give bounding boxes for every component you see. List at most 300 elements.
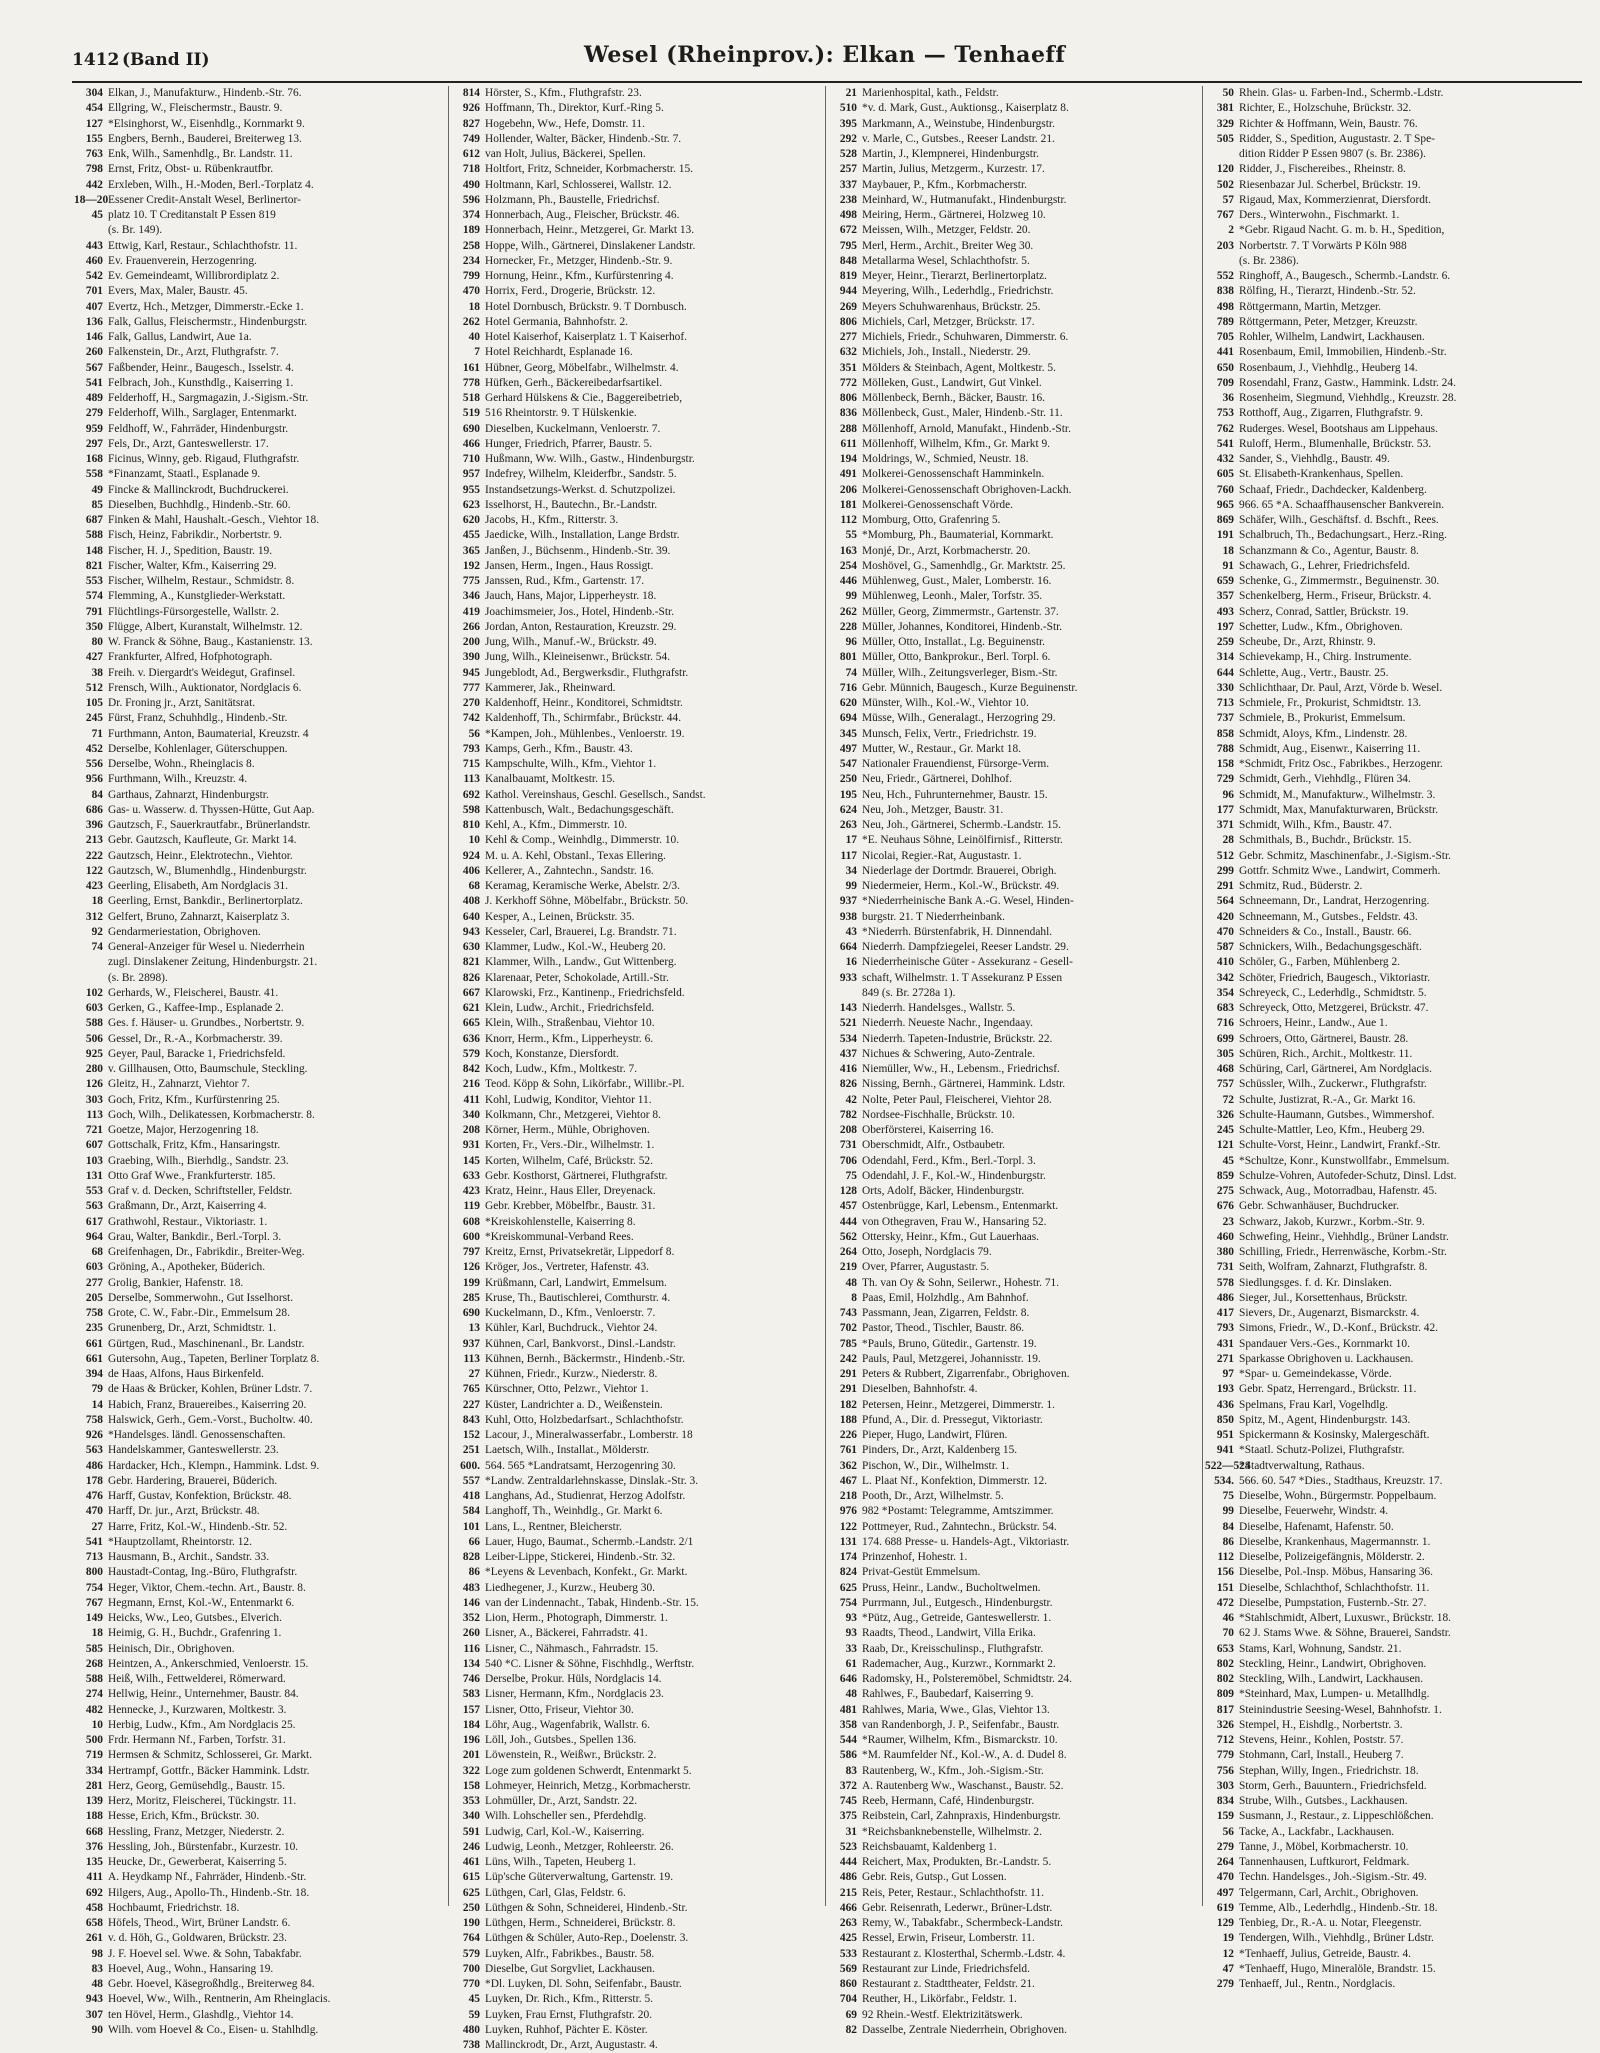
directory-entry (1205, 1428, 1576, 1443)
entry-text: Michiels, Carl, Metzger, Brückstr. 17. (862, 315, 1035, 328)
entry-text: Schäfer, Wilh., Geschäftsf. d. Bschft., Rees. (1239, 514, 1439, 526)
entry-text: Heger, Viktor, Chem.-techn. Art., Baustr. 8. (108, 1581, 306, 1594)
directory-entry (828, 1535, 1198, 1550)
directory-entry (1205, 757, 1576, 772)
entry-text: Lüthgen, Herm., Schneiderei, Brückstr. 8. (485, 1917, 676, 1929)
phone-number: 706 (839, 1154, 857, 1167)
entry-text: Ottersky, Heinr., Kfm., Gut Lauerhaas. (862, 1230, 1040, 1243)
entry-text: Petersen, Heinr., Metzgerei, Dimmerstr. 1. (862, 1398, 1055, 1411)
entry-text: Hoevel, Ww., Wilh., Rentnerin, Am Rheinglacis. (108, 1993, 331, 2006)
phone-number: 216 (462, 1078, 480, 1091)
phone-number: 48 (845, 1276, 857, 1289)
directory-entry (451, 1809, 821, 1824)
entry-text: Schmidt, Max, Manufakturwaren, Brückstr. (1239, 803, 1438, 816)
directory-entry (74, 1611, 444, 1626)
directory-entry (451, 696, 821, 711)
directory-entry (828, 1474, 1198, 1489)
directory-entry (1205, 1779, 1576, 1794)
entry-text: Lüthgen & Sohn, Schneiderei, Hindenb.-Str. (485, 1901, 688, 1914)
phone-number: 611 (840, 437, 857, 450)
phone-number: 483 (462, 1581, 480, 1594)
directory-entry (74, 437, 444, 452)
phone-number: 470 (85, 1505, 103, 1518)
directory-entry (1205, 1855, 1576, 1870)
directory-entry (828, 1520, 1198, 1535)
directory-entry (451, 925, 821, 940)
directory-entry (1205, 1398, 1576, 1413)
phone-number: 195 (839, 788, 857, 801)
phone-number: 498 (1216, 300, 1234, 313)
entry-text: Hübner, Georg, Möbelfabr., Wilhelmstr. 4. (485, 361, 679, 374)
phone-number: 213 (85, 834, 103, 847)
phone-number: 18 (468, 300, 480, 313)
entry-text: Pottmeyer, Rud., Zahntechn., Brückstr. 54. (862, 1520, 1057, 1533)
directory-entry (828, 894, 1198, 909)
entry-text: Ev. Frauenverein, Herzogenring. (108, 254, 257, 267)
entry-text: v. d. Höh, G., Goldwaren, Brückstr. 23. (108, 1932, 287, 1945)
entry-text: Gottfr. Schmitz Wwe., Landwirt, Commerh. (1239, 864, 1441, 877)
entry-text: Schulte-Haumann, Gutsbes., Wimmershof. (1239, 1108, 1435, 1121)
phone-number: 585 (85, 1642, 103, 1655)
entry-text: Tenhaeff, Jul., Rentn., Nordglacis. (1239, 1978, 1396, 1990)
phone-number: 116 (463, 1642, 480, 1655)
directory-entry (828, 315, 1198, 330)
entry-text: Ludwig, Leonh., Metzger, Rohleerstr. 26. (485, 1840, 674, 1853)
phone-number: 312 (85, 910, 103, 923)
directory-entry (74, 742, 444, 757)
directory-entry (828, 833, 1198, 848)
directory-entry (74, 1748, 444, 1763)
phone-number: 858 (1216, 727, 1234, 740)
phone-number: 586 (839, 1749, 857, 1762)
directory-entry (828, 422, 1198, 437)
phone-number: 964 (85, 1230, 103, 1243)
phone-number: 307 (85, 2008, 103, 2021)
phone-number: 933 (839, 971, 857, 984)
phone-number: 48 (845, 1688, 857, 1701)
phone-number: 683 (1216, 1002, 1234, 1014)
phone-number: 70 (1222, 1627, 1234, 1640)
phone-number: 444 (839, 1215, 857, 1228)
directory-entry (1205, 803, 1576, 818)
entry-text: Schlichthaar, Dr. Paul, Arzt, Vörde b. Wesel. (1239, 681, 1443, 694)
phone-number: 519 (462, 407, 480, 420)
entry-text: Schüssler, Wilh., Zuckerwr., Fluthgrafstr. (1239, 1078, 1427, 1091)
directory-entry (451, 1321, 821, 1336)
entry-text: *Landw. Zentraldarlehnskasse, Dinslak.-Str. 3. (485, 1474, 699, 1487)
directory-entry (828, 1992, 1198, 2007)
entry-text: Kampschulte, Wilh., Kfm., Viehtor 1. (485, 758, 657, 770)
entry-text: Nissing, Bernh., Gärtnerei, Hammink. Ldstr. (862, 1078, 1066, 1091)
directory-entry (1205, 955, 1576, 970)
directory-entry (451, 345, 821, 360)
phone-number: 96 (845, 636, 857, 648)
directory-entry (74, 1382, 444, 1397)
directory-entry (828, 1504, 1198, 1519)
phone-number: 146 (85, 331, 103, 343)
phone-number: 357 (1216, 590, 1234, 603)
directory-entry (74, 1703, 444, 1718)
directory-entry (828, 1032, 1198, 1047)
phone-number: 99 (845, 880, 857, 892)
phone-number: 120 (1216, 163, 1234, 176)
phone-number: 760 (1216, 483, 1234, 496)
directory-entry (1205, 818, 1576, 833)
phone-number: 23 (1222, 1215, 1234, 1228)
directory-entry (74, 1642, 444, 1657)
phone-number: 277 (839, 331, 857, 343)
directory-entry (1205, 513, 1576, 528)
entry-text: Meissen, Wilh., Metzger, Feldstr. 20. (862, 224, 1031, 237)
directory-entry (1205, 1657, 1576, 1672)
entry-text: Dieselben, Bahnhofstr. 4. (862, 1383, 978, 1396)
entry-text: Rosenbaum, Emil, Immobilien, Hindenb.-Str. (1239, 346, 1447, 359)
phone-number: 937 (839, 895, 857, 908)
directory-entry (451, 1687, 821, 1702)
entry-text: Techn. Handelsges., Joh.-Sigism.-Str. 49. (1239, 1871, 1427, 1884)
phone-number: 47 (1222, 1962, 1234, 1975)
phone-number: 261 (85, 1932, 103, 1945)
phone-number: 702 (839, 1322, 857, 1335)
phone-number: 957 (462, 468, 480, 481)
phone-number: 99 (1222, 1505, 1234, 1518)
entry-text: *Kreiskohlenstelle, Kaiserring 8. (485, 1215, 636, 1228)
phone-number: 376 (85, 1840, 103, 1853)
phone-number: 802 (1216, 1673, 1234, 1685)
directory-entry (1205, 1764, 1576, 1779)
directory-entry (74, 178, 444, 193)
directory-entry (828, 1154, 1198, 1169)
directory-entry (1205, 1550, 1576, 1565)
entry-text: Graßmann, Dr., Arzt, Kaiserring 4. (108, 1200, 267, 1213)
phone-number: 263 (839, 819, 857, 831)
directory-entry (828, 1825, 1198, 1840)
entry-text: Lüthgen & Schüler, Auto-Rep., Doelenstr. 3. (485, 1932, 689, 1945)
directory-entry (828, 2008, 1198, 2023)
phone-number: 148 (85, 544, 103, 557)
entry-text: Kamps, Gerh., Kfm., Baustr. 43. (485, 742, 633, 755)
entry-text: Rosendahl, Franz, Gastw., Hammink. Ldstr. 24. (1239, 376, 1456, 389)
directory-entry (451, 239, 821, 254)
entry-text: Flüchtlings-Fürsorgestelle, Wallstr. 2. (108, 605, 280, 618)
directory-entry (451, 1443, 821, 1458)
phone-number: 149 (85, 1612, 103, 1624)
phone-number: 31 (845, 1825, 857, 1838)
phone-number: 625 (462, 1886, 480, 1899)
phone-number: 497 (1216, 1886, 1234, 1899)
entry-text: Furthmann, Wilh., Kreuzstr. 4. (108, 773, 248, 786)
directory-entry (1205, 406, 1576, 421)
entry-text: Schnickers, Wilh., Bedachungsgeschäft. (1239, 941, 1422, 953)
directory-entry (1205, 727, 1576, 742)
entry-text: Müller, Georg, Zimmermstr., Gartenstr. 37. (862, 605, 1059, 618)
entry-text: Goch, Wilh., Delikatessen, Korbmacherstr. 8. (108, 1108, 315, 1121)
directory-entry (828, 1916, 1198, 1931)
entry-text: Schulte-Vorst, Heinr., Landwirt, Frankf.-Str. (1239, 1139, 1441, 1152)
directory-entry (1205, 696, 1576, 711)
entry-text: Radomsky, H., Polsteremöbel, Schmidtstr. 24. (862, 1673, 1072, 1685)
entry-text: L. Plaat Nf., Konfektion, Dimmerstr. 12. (862, 1474, 1048, 1487)
phone-number: 842 (462, 1063, 480, 1075)
phone-number: 506 (85, 1032, 103, 1045)
entry-text: Schroers, Otto, Gärtnerei, Baustr. 28. (1239, 1032, 1409, 1045)
directory-entry (828, 101, 1198, 116)
entry-text: Halswick, Gerh., Gem.-Vorst., Bucholtw. 40. (108, 1413, 313, 1426)
directory-entry (1205, 1169, 1576, 1184)
entry-text: Gas- u. Wasserw. d. Thyssen-Hütte, Gut Aap. (108, 803, 315, 816)
directory-entry (74, 1352, 444, 1367)
directory-entry (451, 1550, 821, 1565)
entry-text: Gürtgen, Rud., Maschinenanl., Br. Landstr. (108, 1337, 305, 1350)
phone-number: 620 (839, 697, 857, 709)
entry-text: Siedlungsges. f. d. Kr. Dinslaken. (1239, 1276, 1392, 1289)
phone-number: 381 (1216, 102, 1234, 115)
entry-text: Schmithals, B., Buchdr., Brückstr. 15. (1239, 834, 1412, 847)
phone-number: 102 (85, 986, 103, 999)
entry-text: Hoevel, Aug., Wohn., Hansaring 19. (108, 1962, 274, 1975)
phone-number: 630 (462, 941, 480, 953)
phone-number: 79 (91, 1383, 103, 1396)
directory-entry (1205, 1413, 1576, 1428)
phone-number: 924 (462, 849, 480, 862)
phone-number: 731 (839, 1139, 857, 1152)
entry-text: Odendahl, J. F., Kol.-W., Hindenburgstr. (862, 1169, 1046, 1182)
directory-entry (74, 1199, 444, 1214)
directory-entry (1205, 1367, 1576, 1382)
directory-entry (74, 86, 444, 101)
phone-number: 358 (839, 1718, 857, 1731)
entry-text: Falk, Gallus, Fleischermstr., Hindenburgstr. (108, 315, 308, 328)
phone-number: 151 (1216, 1581, 1234, 1594)
phone-number: 92 (91, 925, 103, 938)
entry-text: Niederlage der Dortmdr. Brauerei, Obrigh. (862, 864, 1057, 877)
phone-number: 242 (839, 1352, 857, 1365)
entry-text: Rölfing, H., Tierarzt, Hindenb.-Str. 52. (1239, 285, 1416, 298)
phone-number: 189 (462, 224, 480, 237)
phone-number: 279 (85, 407, 103, 420)
entry-text: Dieselbe, Schlachthof, Schlachthofstr. 11. (1239, 1581, 1430, 1594)
directory-entry (828, 574, 1198, 589)
entry-text: *Hauptzollamt, Rheintorstr. 12. (108, 1535, 252, 1548)
entry-text: Stephan, Willy, Ingen., Friedrichstr. 18. (1239, 1764, 1419, 1777)
directory-entry (74, 559, 444, 574)
entry-text: Lans, L., Rentner, Bleicherstr. (485, 1520, 622, 1533)
phone-number: 588 (85, 1673, 103, 1685)
entry-text: dition Ridder P Essen 9807 (s. Br. 2386). (1239, 148, 1426, 160)
directory-entry (74, 315, 444, 330)
entry-text: Kehl & Comp., Weinhdlg., Dimmerstr. 10. (485, 834, 680, 847)
entry-text: *Schultze, Konr., Kunstwollfabr., Emmelsum. (1239, 1154, 1450, 1167)
directory-entry (1205, 925, 1576, 940)
phone-number: 49 (91, 483, 103, 496)
phone-number: 709 (1216, 376, 1234, 389)
entry-text: Hollender, Walter, Bäcker, Hindenb.-Str. 7. (485, 132, 682, 145)
directory-entry (1205, 1108, 1576, 1123)
directory-entry (451, 254, 821, 269)
entry-text: Möllenhoff, Arnold, Manufakt., Hindenb.-Str. (862, 422, 1071, 435)
phone-number: 182 (839, 1398, 857, 1411)
directory-entry (828, 1840, 1198, 1855)
directory-entry (74, 544, 444, 559)
directory-entry (828, 879, 1198, 894)
directory-entry (828, 1687, 1198, 1702)
phone-number: 10 (91, 1718, 103, 1731)
directory-entry (828, 2023, 1198, 2038)
entry-text: Heinisch, Dir., Obrighoven. (108, 1642, 235, 1655)
directory-entry (1205, 1687, 1576, 1702)
entry-text: Niemüller, Ww., H., Lebensm., Friedrichsf. (862, 1063, 1060, 1075)
directory-entry (1205, 1215, 1576, 1230)
entry-text: Gebr. Spatz, Herrengard., Brückstr. 11. (1239, 1383, 1417, 1396)
phone-number: 128 (839, 1185, 857, 1197)
entry-text: *Stadtverwaltung, Rathaus. (1239, 1459, 1365, 1472)
directory-entry (1205, 666, 1576, 681)
directory-entry (451, 1108, 821, 1123)
directory-entry (828, 772, 1198, 787)
entry-text: Herz, Georg, Gemüsehdlg., Baustr. 15. (108, 1779, 285, 1792)
directory-entry (828, 162, 1198, 177)
directory-entry (828, 1901, 1198, 1916)
entry-text: Mühlenweg, Leonh., Maler, Torfstr. 35. (862, 590, 1043, 603)
entry-text: Ettwig, Karl, Restaur., Schlachthofstr. 11. (108, 239, 298, 252)
directory-entry (451, 1840, 821, 1855)
phone-number: 749 (462, 132, 480, 145)
phone-number: 423 (85, 880, 103, 892)
directory-entry (451, 1459, 821, 1474)
entry-text: Geyer, Paul, Baracke 1, Friedrichsfeld. (108, 1047, 286, 1060)
entry-text: Fisch, Heinz, Fabrikdir., Norbertstr. 9. (108, 529, 283, 542)
directory-entry (74, 422, 444, 437)
entry-text: Schmitz, Rud., Büderstr. 2. (1239, 880, 1363, 892)
phone-number: 567 (85, 361, 103, 374)
phone-number: 416 (839, 1063, 857, 1075)
directory-entry (451, 101, 821, 116)
entry-text: 982 *Postamt: Telegramme, Amtszimmer. (862, 1505, 1054, 1518)
entry-text: Schwarz, Jakob, Kurzwr., Korbm.-Str. 9. (1239, 1215, 1425, 1228)
entry-text: Frdr. Hermann Nf., Farben, Torfstr. 31. (108, 1734, 286, 1746)
phone-number: 623 (462, 498, 480, 511)
directory-entry (1205, 1291, 1576, 1306)
entry-text: Hausmann, B., Archit., Sandstr. 33. (108, 1551, 270, 1563)
phone-number: 18 (1222, 544, 1234, 557)
entry-text: (s. Br. 2898). (108, 971, 168, 984)
entry-text: Peters & Rubbert, Zigarrenfabr., Obrighoven. (862, 1368, 1070, 1380)
directory-entry (1205, 147, 1576, 162)
directory-entry (1205, 711, 1576, 726)
entry-text: Gebr. Kosthorst, Gärtnerei, Fluthgrafstr. (485, 1169, 668, 1182)
entry-text: Niedermeier, Herm., Kol.-W., Brückstr. 49. (862, 880, 1060, 892)
phone-number: 74 (91, 941, 103, 953)
entry-text: Lüthgen, Carl, Glas, Feldstr. 6. (485, 1886, 626, 1899)
directory-entry (74, 1916, 444, 1931)
entry-text: Mutter, W., Restaur., Gr. Markt 18. (862, 742, 1021, 755)
phone-number: 824 (839, 1566, 857, 1579)
entry-text: M. u. A. Kehl, Obstanl., Texas Ellering. (485, 849, 666, 862)
entry-text: Pastor, Theod., Tischler, Baustr. 86. (862, 1322, 1025, 1335)
phone-number: 342 (1216, 971, 1234, 984)
entry-text: Spelmans, Frau Karl, Vogelhdlg. (1239, 1398, 1388, 1411)
directory-entry (1205, 178, 1576, 193)
directory-entry (1205, 1306, 1576, 1321)
phone-number: 564 (1216, 895, 1234, 908)
directory-entry (828, 940, 1198, 955)
entry-text: Gerhard Hülskens & Cie., Baggereibetrieb, (485, 392, 683, 404)
phone-number: 250 (839, 773, 857, 786)
phone-number: 131 (839, 1535, 857, 1548)
entry-text: *Niederrh. Bürstenfabrik, H. Dinnendahl. (862, 925, 1053, 938)
phone-number: 340 (462, 1108, 480, 1121)
entry-text: Molkerei-Genossenschaft Hamminkeln. (862, 468, 1045, 481)
entry-text: Reichsbauamt, Kaldenberg 1. (862, 1840, 997, 1853)
phone-number: 119 (463, 1200, 480, 1213)
entry-text: Hotel Dornbusch, Brückstr. 9. T Dornbusch. (485, 300, 687, 313)
entry-text: Norbertstr. 7. T Vorwärts P Köln 988 (1239, 239, 1407, 252)
phone-number: 838 (1216, 285, 1234, 298)
directory-entry (74, 1001, 444, 1016)
phone-number: 470 (1216, 1871, 1234, 1884)
entry-text: Raab, Dr., Kreisschulinsp., Fluthgrafstr. (862, 1642, 1044, 1655)
directory-entry (828, 1657, 1198, 1672)
phone-number: 264 (839, 1246, 857, 1258)
entry-text: Fels, Dr., Arzt, Ganteswellerstr. 17. (108, 437, 269, 450)
phone-number: 620 (462, 514, 480, 526)
directory-entry (451, 894, 821, 909)
phone-number: 158 (462, 1779, 480, 1792)
entry-text: Martin, J., Klempnerei, Hindenburgstr. (862, 148, 1039, 160)
entry-text: Hochbaumt, Friedrichstr. 18. (108, 1901, 240, 1914)
entry-text: Langhans, Ad., Studienrat, Herzog Adolfstr. (485, 1490, 686, 1502)
directory-entry (451, 1077, 821, 1092)
phone-number: 834 (1216, 1795, 1234, 1807)
phone-number: 156 (1216, 1566, 1234, 1579)
phone-number: 605 (1216, 468, 1234, 481)
entry-text: Gerken, G., Kaffee-Imp., Esplanade 2. (108, 1002, 284, 1014)
directory-entry (828, 1581, 1198, 1596)
phone-number: 603 (85, 1002, 103, 1014)
entry-text: Erxleben, Wilh., H.-Moden, Berl.-Torplatz 4. (108, 178, 314, 191)
directory-entry (451, 1901, 821, 1916)
phone-number: 500 (85, 1734, 103, 1746)
entry-text: Geerling, Ernst, Bankdir., Berlinertorplatz. (108, 895, 303, 908)
entry-text: Rahlwes, Maria, Wwe., Glas, Viehtor 13. (862, 1703, 1050, 1716)
entry-text: Hotel Germania, Bahnhofstr. 2. (485, 315, 628, 328)
entry-text: Jacobs, H., Kfm., Ritterstr. 3. (485, 514, 619, 526)
entry-text: *Pauls, Bruno, Gütedir., Gartenstr. 19. (862, 1337, 1037, 1350)
phone-number: 18—20 (74, 193, 109, 206)
phone-number: 251 (462, 1444, 480, 1457)
directory-entry (451, 2008, 821, 2023)
phone-number: 112 (840, 514, 857, 526)
directory-entry (828, 1931, 1198, 1946)
phone-number: 299 (1216, 864, 1234, 877)
directory-entry (74, 635, 444, 650)
entry-text: Schenke, G., Zimmermstr., Beguinenstr. 30. (1239, 575, 1440, 587)
entry-text: Honnerbach, Heinr., Metzgerei, Gr. Markt 13. (485, 224, 695, 237)
phone-number: 636 (462, 1032, 480, 1045)
phone-number: 353 (462, 1795, 480, 1807)
directory-entry (74, 1855, 444, 1870)
directory-entry (1205, 1703, 1576, 1718)
directory-entry (451, 1413, 821, 1428)
entry-text: Essener Credit-Anstalt Wesel, Berlinertor- (108, 193, 301, 206)
entry-text: Tannenhausen, Luftkurort, Feldmark. (1239, 1856, 1410, 1868)
directory-entry (74, 727, 444, 742)
directory-entry (828, 1962, 1198, 1977)
entry-text: van Randenborgh, J. P., Seifenfabr., Baustr. (862, 1718, 1060, 1731)
entry-text: *E. Neuhaus Söhne, Leinölfirnisf., Ritterstr. (862, 834, 1063, 847)
phone-number: 126 (462, 1261, 480, 1274)
directory-entry (1205, 1443, 1576, 1458)
